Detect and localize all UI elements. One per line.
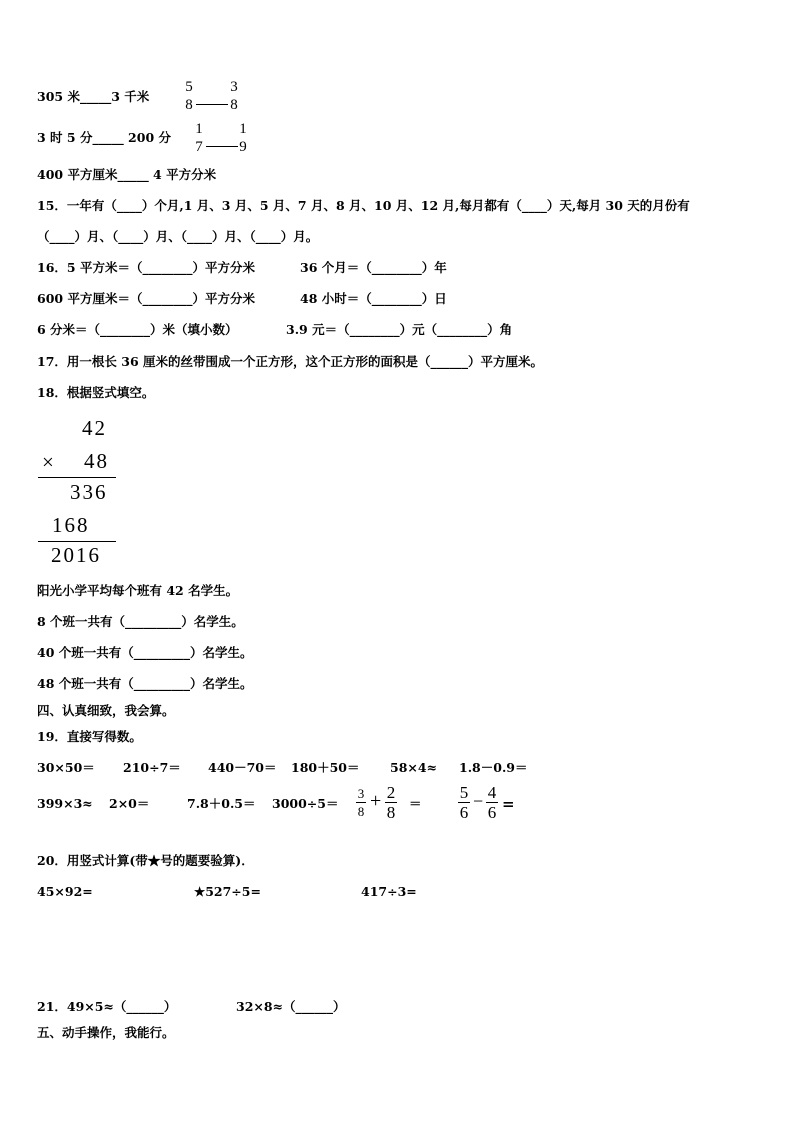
minus-sign: − xyxy=(473,791,484,811)
multiplier: 48 xyxy=(84,449,109,473)
calc-item: 2×0＝ xyxy=(109,796,150,811)
equals-sign: ＝ xyxy=(409,796,422,811)
fraction-1-9: 1 9 xyxy=(239,121,247,155)
fraction-5-8: 5 8 xyxy=(185,79,193,113)
section-4-heading: 四、认真细致，我会算。 xyxy=(37,703,175,718)
equals-sign: = xyxy=(502,795,515,813)
compare-blank xyxy=(206,146,238,147)
compare-area: 400 平方厘米_____ 4 平方分米 xyxy=(37,167,217,182)
compare-length: 305 米_____3 千米 xyxy=(37,89,150,104)
question-18-a: 8 个班一共有（_________）名学生。 xyxy=(37,614,244,629)
partial-product-2: 168 xyxy=(52,513,90,537)
calc-item: 30×50＝ xyxy=(37,760,95,775)
calc-item: 180＋50＝ xyxy=(291,760,360,775)
fraction-5-6: 5 6 xyxy=(459,783,469,822)
section-5-heading: 五、动手操作，我能行。 xyxy=(37,1025,175,1040)
question-16-d: 48 小时＝（________）日 xyxy=(300,291,447,306)
question-16-c: 600 平方厘米＝（________）平方分米 xyxy=(37,291,255,306)
product: 2016 xyxy=(51,543,101,567)
question-18-intro: 阳光小学平均每个班有 42 名学生。 xyxy=(37,583,239,598)
question-16-b: 36 个月＝（________）年 xyxy=(300,260,447,275)
multiplicand: 42 xyxy=(82,416,107,440)
vertical-rule xyxy=(38,477,116,478)
question-18-title: 18．根据竖式填空。 xyxy=(37,385,155,400)
question-15-line1: 15．一年有（____）个月,1 月、3 月、5 月、7 月、8 月、10 月、12 月,每月都有（____）天,每月 30 天的月份有 xyxy=(37,198,690,213)
calc-item: 210÷7＝ xyxy=(123,760,181,775)
compare-time: 3 时 5 分_____ 200 分 xyxy=(37,130,171,145)
long-calc-item: 417÷3= xyxy=(361,884,417,899)
compare-blank xyxy=(196,104,228,105)
question-21-b: 32×8≈（______） xyxy=(236,999,346,1014)
fraction-1-7: 1 7 xyxy=(195,121,203,155)
long-calc-item: ★527÷5= xyxy=(194,884,261,899)
question-17: 17．用一根长 36 厘米的丝带围成一个正方形，这个正方形的面积是（______）平方厘米。 xyxy=(37,354,543,369)
calc-item: 7.8＋0.5＝ xyxy=(187,796,256,811)
fraction-2-8: 2 8 xyxy=(386,783,396,822)
question-15-line2: （____）月、（____）月、（____）月、（____）月。 xyxy=(37,229,319,244)
partial-product-1: 336 xyxy=(70,480,108,504)
plus-sign: + xyxy=(370,790,382,812)
question-19-title: 19．直接写得数。 xyxy=(37,729,142,744)
calc-item: 1.8－0.9＝ xyxy=(459,760,528,775)
long-calc-item: 45×92= xyxy=(37,884,93,899)
fraction-3-8: 3 8 xyxy=(357,786,365,819)
question-20-title: 20．用竖式计算(带★号的题要验算)． xyxy=(37,853,254,868)
question-21-a: 21．49×5≈（______） xyxy=(37,999,177,1014)
calc-item: 3000÷5＝ xyxy=(272,796,339,811)
question-16-f: 3.9 元＝（________）元（________）角 xyxy=(286,322,513,337)
times-sign: × xyxy=(42,450,56,474)
question-18-c: 48 个班一共有（_________）名学生。 xyxy=(37,676,253,691)
question-16-e: 6 分米＝（________）米（填小数） xyxy=(37,322,238,337)
question-18-b: 40 个班一共有（_________）名学生。 xyxy=(37,645,253,660)
fraction-4-6: 4 6 xyxy=(487,783,497,822)
calc-item: 399×3≈ xyxy=(37,796,93,811)
fraction-3-8: 3 8 xyxy=(230,79,238,113)
calc-item: 58×4≈ xyxy=(390,760,438,775)
vertical-rule xyxy=(38,541,116,542)
question-16-a: 16．5 平方米＝（________）平方分米 xyxy=(37,260,255,275)
calc-item: 440－70＝ xyxy=(208,760,277,775)
